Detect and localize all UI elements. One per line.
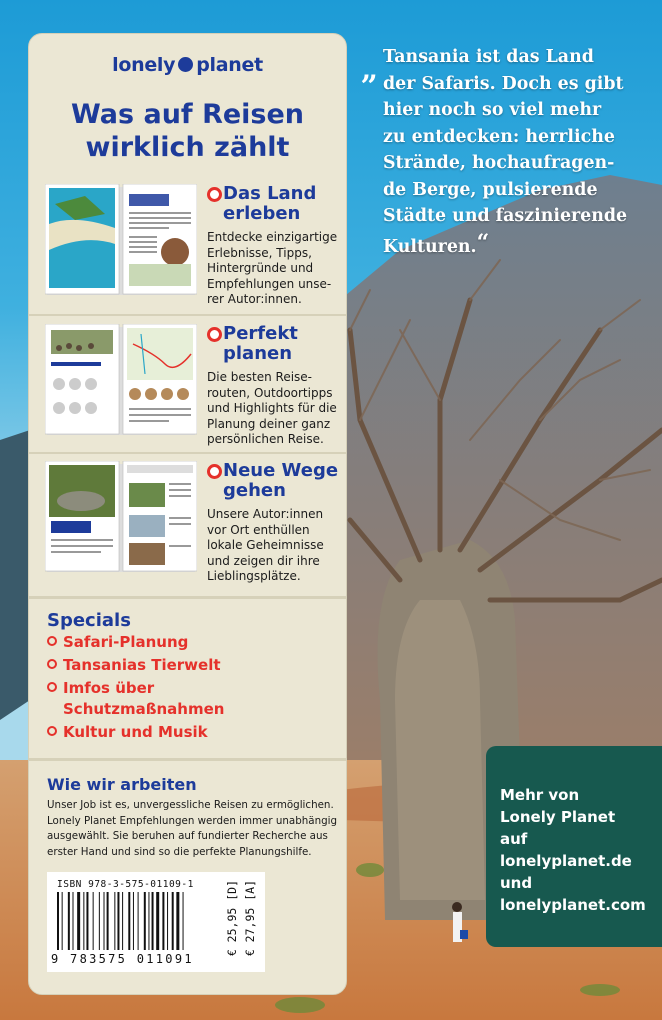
bullet-ring-icon <box>47 682 57 692</box>
barcode-bar <box>128 892 130 950</box>
feature-title <box>207 324 347 364</box>
divider <box>29 758 346 761</box>
barcode-bar <box>86 892 88 950</box>
barcode-bar <box>114 892 115 950</box>
book-spread-image <box>45 461 197 574</box>
quote-line: der Safaris. Doch es gibt <box>383 73 624 94</box>
feature-text-line: Hintergründe und <box>207 261 314 275</box>
feature-text <box>207 370 347 448</box>
quote-line: Strände, hochaufragen- <box>383 153 615 173</box>
feature-perfekt-planen <box>45 323 345 446</box>
more-line: Mehr von <box>500 786 580 804</box>
wie-line: Unser Job ist es, unvergessliche Reisen zu ermöglichen. <box>47 799 334 811</box>
barcode-bars <box>57 892 217 950</box>
book-spread-image <box>45 324 197 437</box>
feature-title-line: Das Land <box>223 183 317 204</box>
barcode-bar <box>167 892 168 950</box>
barcode-bar <box>172 892 174 950</box>
quote-line: Städte und faszinierende <box>383 206 628 226</box>
bullet-ring-icon <box>47 659 57 669</box>
barcode-digits: 9 783575 011091 <box>51 952 194 966</box>
quote-line: de Berge, pulsierende <box>383 179 598 200</box>
isbn-text: ISBN 978-3-575-01109-1 <box>57 879 194 890</box>
quote-line: Kulturen. <box>383 236 477 257</box>
website-link-de[interactable]: lonelyplanet.de <box>500 852 632 870</box>
barcode-bar <box>133 892 134 950</box>
wie-line: ausgewählt. Sie beruhen auf fundierter Recherche aus <box>47 830 328 842</box>
divider <box>29 452 346 454</box>
bullet-ring-icon <box>47 636 57 646</box>
quote-open-mark: „ <box>361 52 379 87</box>
brand-logo <box>29 54 346 76</box>
wie-line: Lonely Planet Empfehlungen werden immer unabhängig <box>47 814 338 827</box>
price-d: € 25,95 [D] <box>225 880 239 957</box>
wie-heading: Wie wir arbeiten <box>47 775 197 794</box>
headline <box>29 98 346 164</box>
info-panel <box>28 33 347 995</box>
divider <box>29 314 346 316</box>
feature-text-line: Unsere Autor:innen <box>207 507 324 521</box>
barcode-bar <box>107 892 109 950</box>
quote-line: zu entdecken: herrliche <box>383 126 615 147</box>
feature-title-line: gehen <box>223 480 286 501</box>
headline-line: wirklich zählt <box>85 132 290 163</box>
bullet-ring-icon <box>207 327 222 342</box>
headline-line: Was auf Reisen <box>70 99 305 130</box>
more-line: auf <box>500 830 528 848</box>
globe-icon <box>178 57 193 72</box>
feature-neue-wege-gehen <box>45 460 345 583</box>
barcode-bar <box>117 892 119 950</box>
feature-text-line: lokale Geheimnisse <box>207 538 324 552</box>
feature-text-line: Planung deiner ganz <box>207 416 331 431</box>
quote-line: Tansania ist das Land <box>383 47 594 67</box>
feature-das-land-erleben <box>45 183 345 306</box>
more-from-lonely-planet-box <box>486 746 662 947</box>
feature-text-line: Empfehlungen unse- <box>207 276 332 291</box>
feature-title-line: erleben <box>223 203 301 224</box>
barcode-bar <box>152 892 154 950</box>
brand-logo-text: lonely planet <box>112 54 263 76</box>
wie-paragraph <box>47 798 342 860</box>
feature-title-line: planen <box>223 343 293 364</box>
quote <box>383 44 653 260</box>
book-spread-image <box>45 184 197 297</box>
feature-text <box>207 507 347 585</box>
quote-line: hier noch so viel mehr <box>383 100 602 120</box>
special-item: Tansanias Tierwelt <box>47 655 221 676</box>
special-item: Imfos über Schutzmaßnahmen <box>47 678 224 720</box>
more-line: und <box>500 874 533 892</box>
special-item: Safari-Planung <box>47 632 188 653</box>
feature-title <box>207 184 347 224</box>
price-a: € 27,95 [A] <box>243 880 257 957</box>
barcode-bar <box>122 892 123 950</box>
feature-text-line: Lieblingsplätze. <box>207 569 301 583</box>
feature-text-line: routen, Outdoortipps <box>207 385 333 400</box>
barcode-bar <box>83 892 84 950</box>
feature-text-line: und zeigen dir ihre <box>207 553 320 568</box>
barcode-bar <box>57 892 59 950</box>
wie-line: erster Hand und sind so die perfekte Planungshilfe. <box>47 845 312 858</box>
feature-title <box>207 461 347 501</box>
barcode-bar <box>162 892 164 950</box>
barcode-bar <box>183 892 184 950</box>
feature-title-line: Neue Wege <box>223 460 339 481</box>
barcode-bar <box>99 892 100 950</box>
barcode-bar <box>104 892 105 950</box>
feature-text-line: rer Autor:innen. <box>207 292 302 306</box>
barcode-bar <box>138 892 139 950</box>
feature-text-line: Entdecke einzigartige <box>207 230 338 244</box>
barcode-bar <box>73 892 74 950</box>
bullet-ring-icon <box>207 464 222 479</box>
quote-close-mark: “ <box>476 229 490 256</box>
bullet-ring-icon <box>47 726 57 736</box>
barcode-bar <box>93 892 94 950</box>
barcode-bar <box>62 892 63 950</box>
divider <box>29 596 346 599</box>
bullet-ring-icon <box>207 187 222 202</box>
special-item: Kultur und Musik <box>47 722 208 743</box>
feature-text-line: Die besten Reise- <box>207 370 313 384</box>
feature-title-line: Perfekt <box>223 323 298 344</box>
barcode-bar <box>77 892 80 950</box>
feature-text <box>207 230 347 308</box>
feature-text-line: vor Ort enthüllen <box>207 522 310 537</box>
barcode-bar <box>156 892 159 950</box>
feature-text-line: Erlebnisse, Tipps, <box>207 245 312 260</box>
barcode-bar <box>148 892 149 950</box>
barcode-bar <box>68 892 70 950</box>
feature-text-line: persönlichen Reise. <box>207 432 324 446</box>
feature-text-line: und Highlights für die <box>207 401 337 415</box>
specials-heading: Specials <box>47 610 131 631</box>
barcode-box <box>47 872 265 972</box>
barcode-bar <box>176 892 179 950</box>
barcode-bar <box>144 892 146 950</box>
more-line: Lonely Planet <box>500 808 616 826</box>
website-link-com[interactable]: lonelyplanet.com <box>500 896 646 914</box>
more-text <box>500 784 660 916</box>
